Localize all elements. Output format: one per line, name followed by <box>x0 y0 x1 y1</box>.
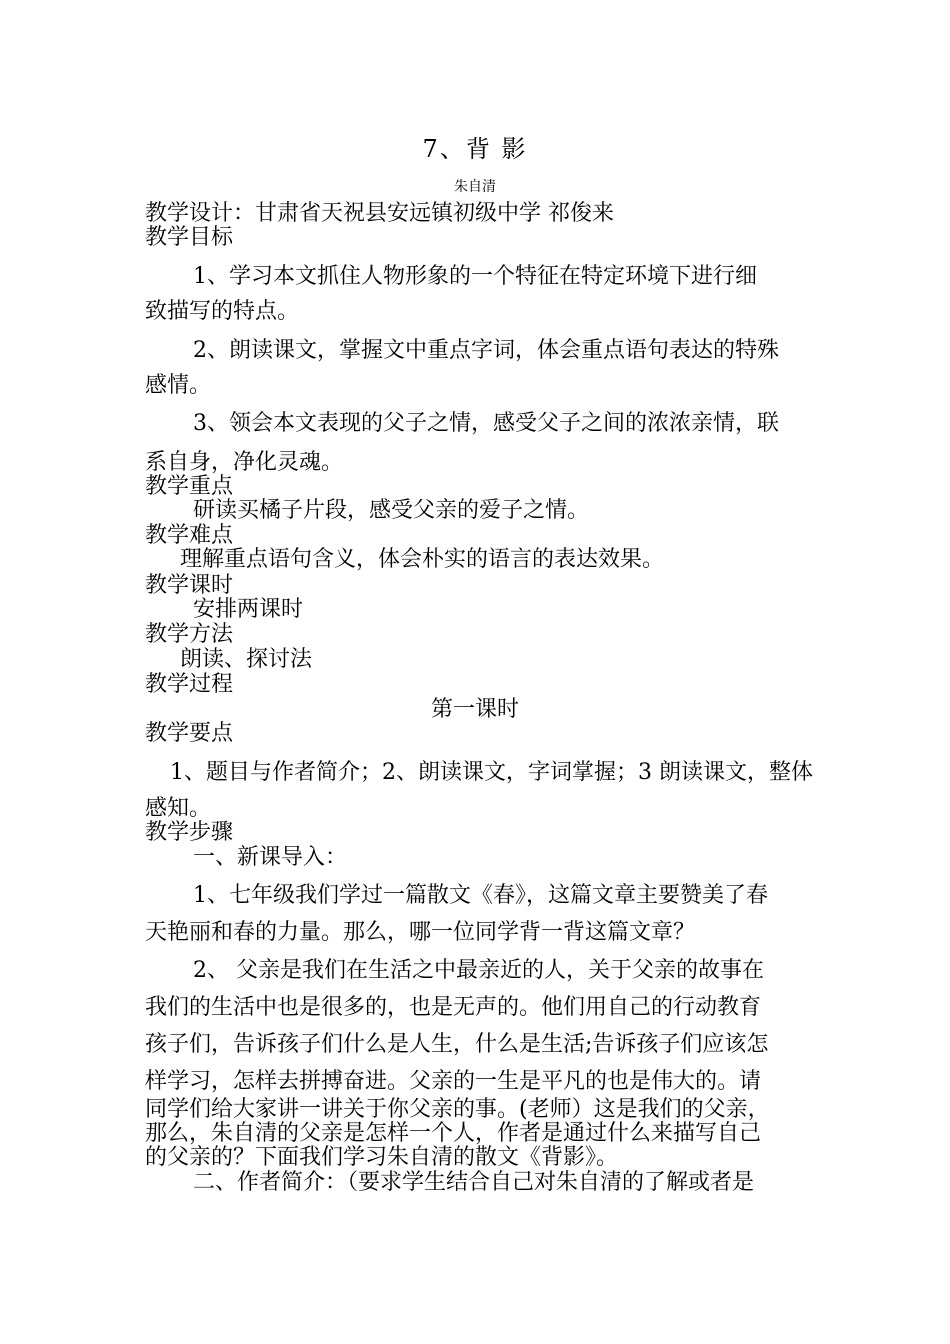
para-2-line-7: 的父亲的？下面我们学习朱自清的散文《背影》。 <box>145 1145 619 1170</box>
step-intro: 一、新课导入： <box>193 845 348 870</box>
goal-1-line-2: 致描写的特点。 <box>145 299 300 324</box>
lesson-one-heading: 第一课时 <box>430 697 519 722</box>
process-heading: 教学过程 <box>145 672 234 697</box>
hours-text: 安排两课时 <box>193 597 304 622</box>
goal-2-line-1: 2、朗读课文，掌握文中重点字词，体会重点语句表达的特殊 <box>193 338 779 363</box>
steps-heading: 教学步骤 <box>145 820 234 845</box>
para-2-line-2: 我们的生活中也是很多的，也是无声的。他们用自己的行动教育 <box>145 995 762 1020</box>
difficulty-text: 理解重点语句含义，体会朴实的语言的表达效果。 <box>180 547 665 572</box>
goal-3-line-1: 3、领会本文表现的父子之情，感受父子之间的浓浓亲情，联 <box>193 411 779 436</box>
hours-heading: 教学课时 <box>145 573 234 598</box>
goal-2-line-2: 感情。 <box>145 373 212 398</box>
para-2-line-6: 那么，朱自清的父亲是怎样一个人，作者是通过什么来描写自己 <box>145 1121 762 1146</box>
step-author: 二、作者简介：（要求学生结合自己对朱自清的了解或者是 <box>193 1170 755 1195</box>
doc-author: 朱自清 <box>454 179 496 195</box>
goals-heading: 教学目标 <box>145 225 234 250</box>
points-heading: 教学要点 <box>145 721 234 746</box>
para-2-line-1: 2、 父亲是我们在生活之中最亲近的人，关于父亲的故事在 <box>193 958 764 983</box>
para-2-line-3: 孩子们，告诉孩子们什么是人生，什么是生活;告诉孩子们应该怎 <box>145 1032 769 1057</box>
para-1-line-1: 1、七年级我们学过一篇散文《春》，这篇文章主要赞美了春 <box>193 883 768 908</box>
goal-1-line-1: 1、学习本文抓住人物形象的一个特征在特定环境下进行细 <box>193 264 757 289</box>
key-heading: 教学重点 <box>145 474 234 499</box>
points-line-2: 感知。 <box>145 796 212 821</box>
para-2-line-5: 同学们给大家讲一讲关于你父亲的事。(老师）这是我们的父亲， <box>145 1097 770 1122</box>
key-text: 研读买橘子片段，感受父亲的爱子之情。 <box>193 498 590 523</box>
para-1-line-2: 天艳丽和春的力量。那么，哪一位同学背一背这篇文章？ <box>145 920 696 945</box>
difficulty-heading: 教学难点 <box>145 523 234 548</box>
doc-title: 7、背 影 <box>422 135 528 163</box>
method-text: 朗读、探讨法 <box>180 647 313 672</box>
designer-line: 教学设计：甘肃省天祝县安远镇初级中学 祁俊来 <box>145 201 614 226</box>
points-line-1: 1、题目与作者简介；2、朗读课文，字词掌握；3 朗读课文，整体 <box>170 760 813 785</box>
method-heading: 教学方法 <box>145 622 234 647</box>
para-2-line-4: 样学习，怎样去拼搏奋进。父亲的一生是平凡的也是伟大的。请 <box>145 1069 762 1094</box>
goal-3-line-2: 系自身，净化灵魂。 <box>145 450 344 475</box>
